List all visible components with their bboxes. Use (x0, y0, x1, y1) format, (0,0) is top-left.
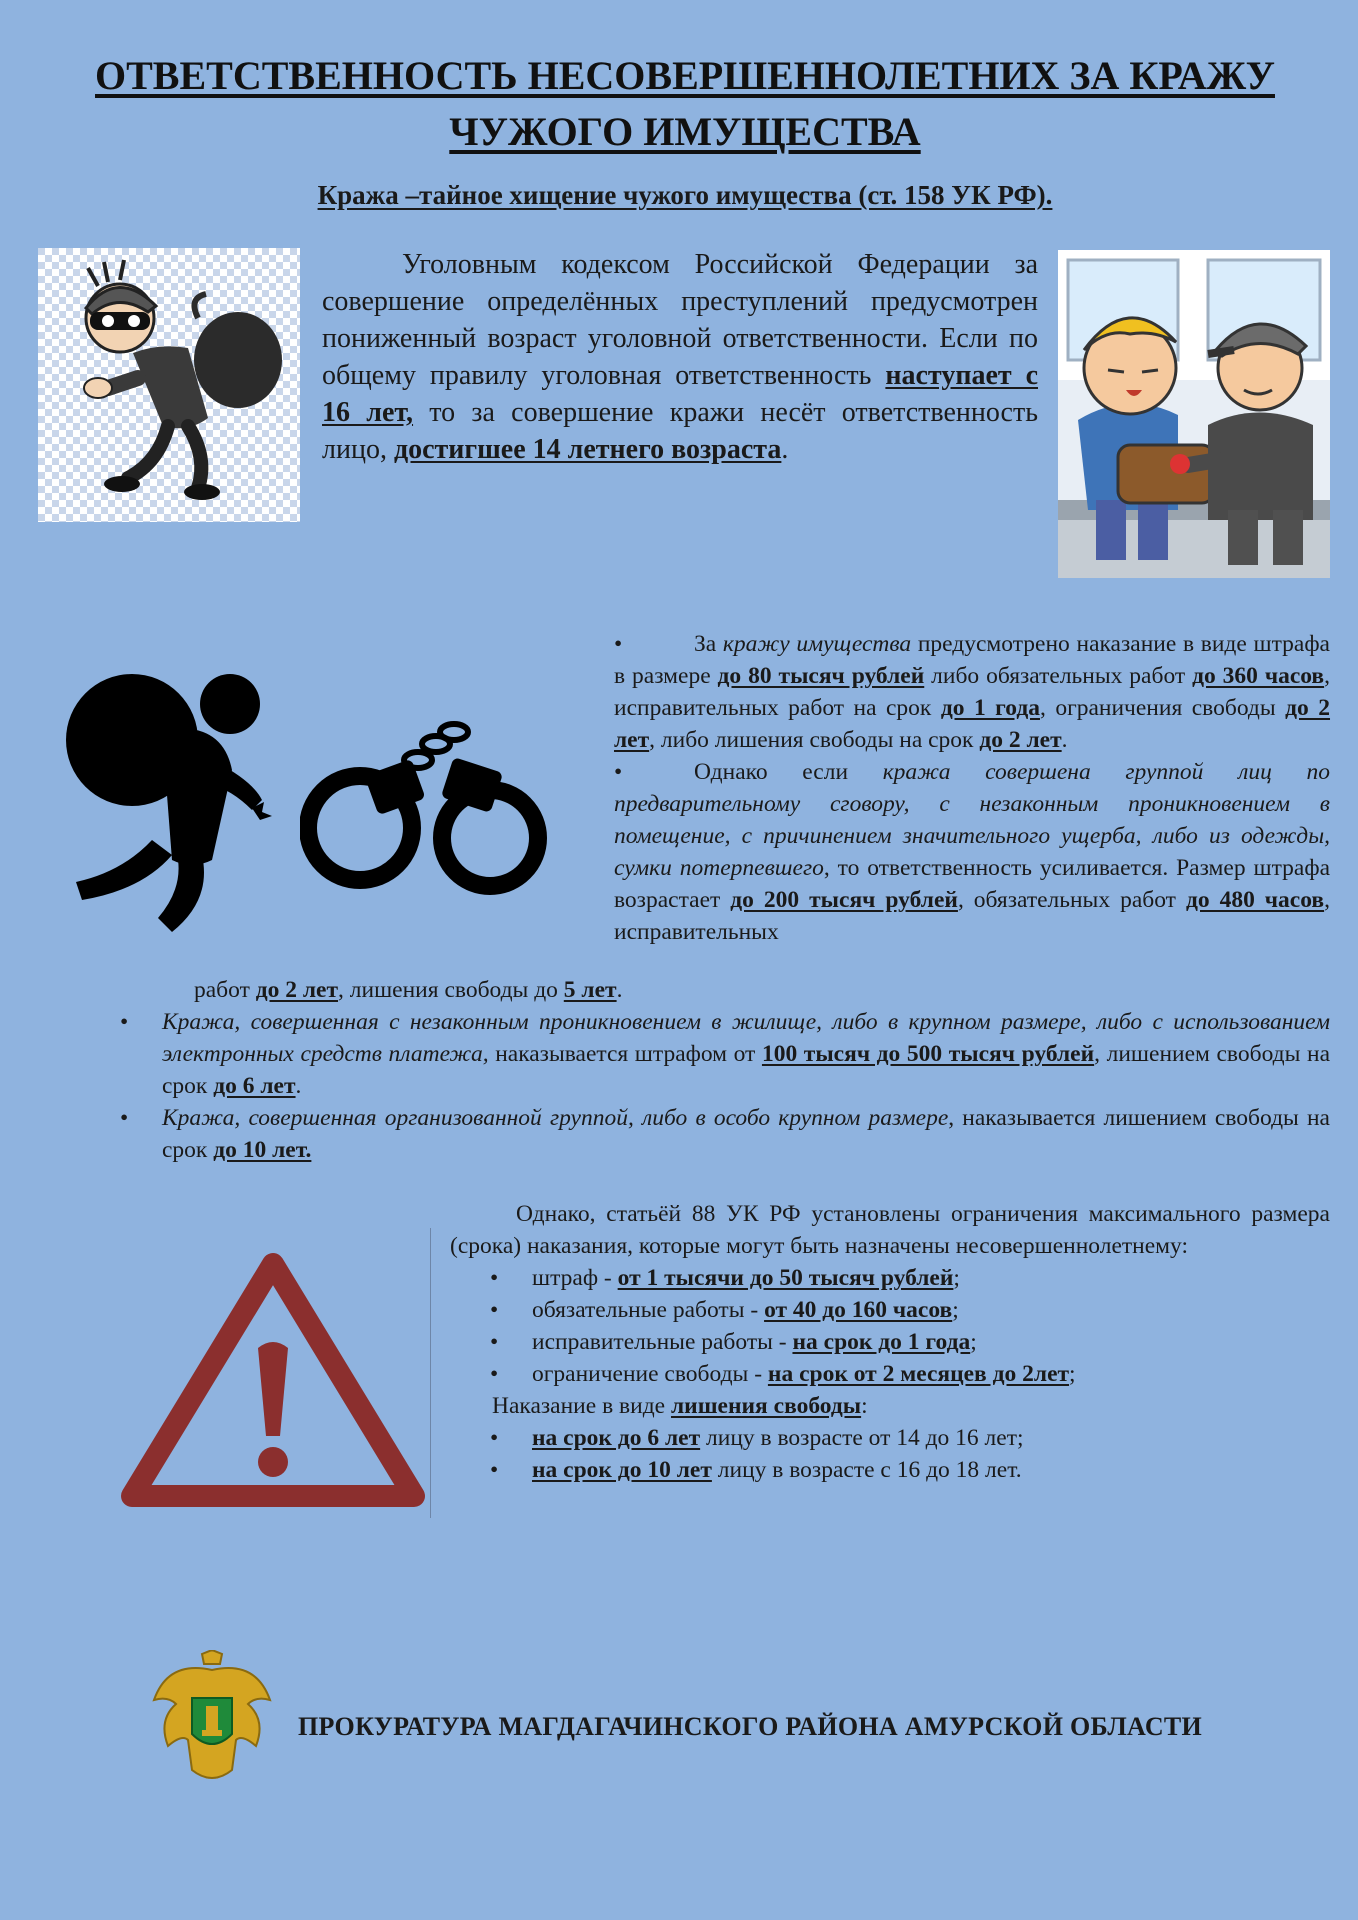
b4-italic: Кража, совершенная организованной группой, либо в особо крупном размере (162, 1105, 949, 1131)
pickpocket-illustration (1058, 250, 1330, 578)
ji0-a: штраф - (532, 1265, 618, 1291)
b2-text-f: , лишения свободы до (338, 977, 564, 1003)
juvenile-imprisonment-16-18 (490, 1454, 1330, 1486)
juvenile-item-work (490, 1294, 1330, 1326)
bullet-aggravated-theft: • Однако если кража совершена группой лиц по предварительному сговору, с незаконным проникновением в помещение, с причинением значительного ущерба, либо из одежды, сумки потерпевшего, то ответственность усиливается. Размер штрафа возрастает до 200 тысяч рублей, обязательных работ до 480 часов, исправительных (614, 759, 1330, 945)
b2-imprisonment: 5 лет (563, 977, 617, 1003)
jp0-u: на срок до 6 лет (532, 1425, 701, 1451)
bullet-basic-theft: • За кражу имущества предусмотрено наказание в виде штрафа в размере до 80 тысяч рублей либо обязательных работ до 360 часов, исправительных работ на срок до 1 года, ограничения свободы до 2 лет, либо лишения свободы на срок до 2 лет. (614, 631, 1331, 753)
jp1-b: лицу в возрасте с 16 до 18 лет. (711, 1457, 1022, 1483)
intro-text-3: . (781, 434, 789, 465)
b3-italic: Кража, совершенная с незаконным проникновением в жилище, либо в крупном размере, либо с использованием электронных средств платежа, (162, 1009, 1330, 1067)
juvenile-imprisonment-14-16 (490, 1422, 1330, 1454)
b2-text-a: Однако если (694, 759, 883, 785)
b2-fine: до 200 тысяч рублей (730, 887, 958, 913)
b3-imprisonment: до 6 лет (213, 1073, 296, 1099)
b2-text-g: . (616, 977, 623, 1003)
prosecutor-emblem-icon (148, 1650, 276, 1788)
b1-italic: кражу имущества (722, 631, 912, 657)
jp0-b: лицу в возрасте от 14 до 16 лет; (700, 1425, 1024, 1451)
juvenile-limits-block (450, 1198, 1330, 1486)
footer-organization: ПРОКУРАТУРА МАГДАГАЧИНСКОГО РАЙОНА АМУРСКОЙ ОБЛАСТИ (298, 1712, 1203, 1741)
b1-text-b: предусмотрено наказание в виде штрафа в размере (614, 631, 1330, 689)
page-title (60, 48, 1310, 160)
section-divider (430, 1228, 431, 1518)
ji2-b: ; (970, 1329, 977, 1355)
ji1-a: обязательные работы - (532, 1297, 765, 1323)
handcuffs-icon (300, 720, 556, 896)
b1-text-d: , исправительных работ на срок (614, 663, 1330, 721)
b2-hours: до 480 часов (1185, 887, 1325, 913)
intro-age-14: достигшее 14 летнего возраста (393, 434, 782, 465)
b2-text-d: , исправительных (614, 887, 1330, 945)
juvenile-imprisonment-heading (450, 1390, 1330, 1422)
intro-paragraph (322, 246, 1038, 468)
ji1-u: от 40 до 160 часов (764, 1297, 953, 1323)
intro-age-16: наступает с 16 лет, (322, 360, 1038, 428)
jm-b: : (861, 1393, 868, 1419)
ji3-a: ограничение свободы - (532, 1361, 768, 1387)
ji2-a: исправительные работы - (532, 1329, 793, 1355)
b3-fine: 100 тысяч до 500 тысяч рублей (761, 1041, 1095, 1067)
penalties-block (614, 628, 1330, 948)
juvenile-item-fine (490, 1262, 1330, 1294)
b2-text-c: , обязательных работ (957, 887, 1186, 913)
b1-corrective: до 1 года (940, 695, 1040, 721)
thief-illustration (38, 248, 300, 522)
warning-triangle-icon (120, 1250, 426, 1512)
b2-text-e: работ (194, 977, 256, 1003)
thief-silhouette-icon (62, 660, 272, 942)
ji0-b: ; (953, 1265, 960, 1291)
juvenile-penalty-list (450, 1262, 1330, 1390)
b3-text-b: , лишением свободы на срок (162, 1041, 1330, 1099)
title-line-1: ОТВЕТСТВЕННОСТЬ НЕСОВЕРШЕННОЛЕТНИХ ЗА КРАЖУ (95, 53, 1275, 98)
b2-text-b: , то ответственность усиливается. Размер штрафа возрастает (614, 855, 1330, 913)
b1-text-c: либо обязательных работ (924, 663, 1193, 689)
ji0-u: от 1 тысячи до 50 тысяч рублей (617, 1265, 954, 1291)
b3-text-a: наказывается штрафом от (488, 1041, 762, 1067)
b1-hours: до 360 часов (1192, 663, 1325, 689)
b1-text-g: . (1061, 727, 1068, 753)
severe-theft-list (120, 1006, 1330, 1166)
juvenile-imprisonment-list (450, 1422, 1330, 1486)
subtitle: Кража –тайное хищение чужого имущества (ст. 158 УК РФ). (317, 180, 1053, 210)
intro-text-1: Уголовным кодексом Российской Федерации за совершение определённых преступлений предусмотрен пониженный возраст уголовной ответственности. Если по общему правилу уголовная ответственность (322, 249, 1038, 391)
title-line-2: ЧУЖОГО ИМУЩЕСТВА (449, 109, 921, 154)
b3-text-c: . (295, 1073, 302, 1099)
b1-text-a: За (694, 631, 723, 657)
ji2-u: на срок до 1 года (792, 1329, 971, 1355)
b1-text-e: , ограничения свободы (1039, 695, 1286, 721)
b1-restriction: до 2 лет (614, 695, 1331, 753)
juvenile-item-corrective (490, 1326, 1330, 1358)
juvenile-intro: Однако, статьёй 88 УК РФ установлены ограничения максимального размера (срока) наказания, которые могут быть назначены несовершеннолетнему: (450, 1201, 1330, 1259)
bullet-organized (120, 1102, 1330, 1166)
b4-imprisonment: до 10 лет. (213, 1137, 312, 1163)
bullet-aggravated-continuation (194, 974, 1334, 1006)
juvenile-item-restriction (490, 1358, 1330, 1390)
b1-fine: до 80 тысяч рублей (717, 663, 925, 689)
jm-a: Наказание в виде (492, 1393, 671, 1419)
intro-text-2: то за совершение кражи несёт ответственность лицо, (322, 397, 1038, 465)
ji3-b: ; (1069, 1361, 1076, 1387)
ji1-b: ; (952, 1297, 959, 1323)
bullet-burglary (120, 1006, 1330, 1102)
jp1-u: на срок до 10 лет (532, 1457, 712, 1483)
b2-italic: кража совершена группой лиц по предварительному сговору, с незаконным проникновением в помещение, с причинением значительного ущерба, либо из одежды, сумки потерпевшего (614, 759, 1330, 881)
b4-text-a: , наказывается лишением свободы на срок (162, 1105, 1330, 1163)
b2-corrective: до 2 лет (255, 977, 339, 1003)
b1-imprisonment: до 2 лет (979, 727, 1062, 753)
ji3-u: на срок от 2 месяцев до 2лет (767, 1361, 1070, 1387)
jm-u: лишения свободы (670, 1393, 862, 1419)
b1-text-f: , либо лишения свободы на срок (649, 727, 980, 753)
